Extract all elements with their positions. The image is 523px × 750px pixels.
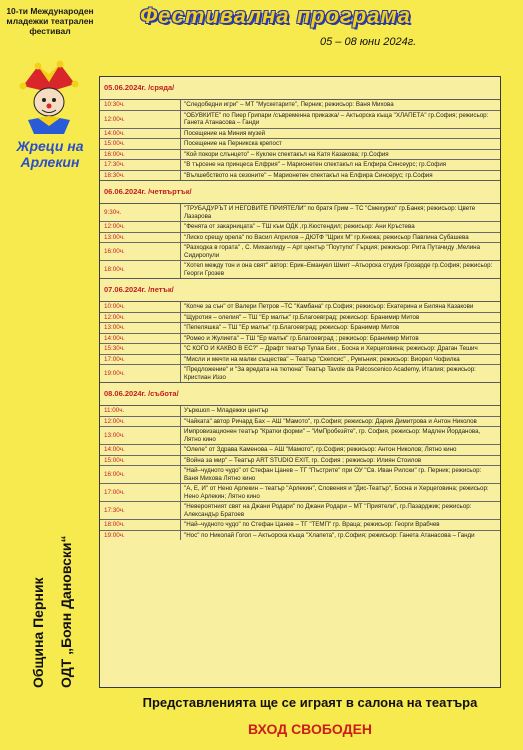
event-time: 14:00ч. bbox=[100, 445, 181, 455]
day-section bbox=[100, 279, 500, 383]
event-description: Посещение на Перникска крепост bbox=[184, 140, 282, 147]
event-time: 19:00ч. bbox=[100, 365, 181, 382]
program-row bbox=[100, 406, 500, 417]
program-row bbox=[100, 204, 500, 222]
event-description: "В търсене на принцеса Елфрия" – Марионетен спектакъл на Елфира Синсеурс; гр.София bbox=[184, 161, 447, 168]
event-description: "Чайката" автор Ричард Бах – АШ "Мамото", гр.София; режисьор: Дария Димитрова и Антон Николов bbox=[184, 417, 477, 425]
program-row bbox=[100, 334, 500, 345]
program-table bbox=[99, 76, 501, 688]
event-description: "Невероятният свят на Джани Родари" по Джани Родари – МТ "Приятели", гр.Пазарджик; режисьор: Александър Братоев bbox=[184, 503, 472, 518]
event-time: 13:00ч. bbox=[100, 233, 181, 243]
program-row bbox=[100, 427, 500, 445]
event-description: "Лиско срещу орела" по Васил Априлов – ДЮТФ "Щрих М" гр.Кнежа; режисьор Павлина Субашева bbox=[184, 233, 469, 241]
venue-note: Представленията ще се играят в салона на театъра bbox=[142, 695, 478, 710]
event-description: "Олеле" от Здрава Каменова – АШ "Мамото", гр.София; режисьор: Антон Николов; Лятно кино bbox=[184, 446, 457, 453]
event-description: Уъркшоп – Младежки център bbox=[184, 407, 269, 414]
event-time: 15:00ч. bbox=[100, 139, 181, 149]
event-time: 16:00ч. bbox=[100, 466, 181, 483]
event-description: "Кой покори слънцето" – Куклен спектакъл на Катя Казакова; гр.София bbox=[184, 150, 389, 158]
event-description: "Фенята от закарницата" – ТШ към ОДК ,гр.Кюстендил; режисьор: Ани Кръстева bbox=[184, 223, 415, 230]
event-description: "Най–чудното чудо" от Стефан Цанев – ТГ "Пъстрите" при ОУ "Св. Иван Рилски" гр. Перник; режисьор: Ваня Михова Лятно кино bbox=[184, 467, 482, 482]
festival-sidebar bbox=[0, 0, 96, 750]
program-row bbox=[100, 100, 500, 111]
event-time: 9:30ч. bbox=[100, 204, 181, 221]
program-row bbox=[100, 466, 500, 484]
day-heading: 06.06.2024г. /четвъртък/ bbox=[100, 181, 500, 204]
day-heading: 07.06.2024г. /петък/ bbox=[100, 279, 500, 302]
program-row bbox=[100, 129, 500, 140]
event-time: 14:00ч. bbox=[100, 334, 181, 344]
event-time: 12:00ч. bbox=[100, 222, 181, 232]
event-time: 12:00ч. bbox=[100, 417, 181, 427]
event-time: 19:00ч. bbox=[100, 531, 181, 541]
festival-dates: 05 – 08 юни 2024г. bbox=[320, 36, 417, 48]
event-time: 16:00ч. bbox=[100, 150, 181, 160]
program-row bbox=[100, 456, 500, 467]
event-time: 13:00ч. bbox=[100, 427, 181, 444]
program-row bbox=[100, 313, 500, 324]
event-description: "Предложение" и "За вредата на тютюна" Театър Tavole da Palcoscenico Academy, Италия; режисьор: Кристиан Иззо bbox=[184, 366, 476, 381]
program-row bbox=[100, 531, 500, 541]
event-description: "ТРУБАДУРЪТ И НЕГОВИТЕ ПРИЯТЕЛИ" по братя Грим – ТС "Смехурко" гр.Банкя; режисьор: Цвете Лазарова bbox=[184, 205, 476, 220]
program-row bbox=[100, 323, 500, 334]
festival-name: 10-ти Международен младежки театрален фестивал bbox=[6, 6, 94, 36]
event-description: "Война за мир" – Театър ART STUDIO EXIT, гр. София ; режисьор: Илиян Стоилов bbox=[184, 456, 422, 464]
jester-logo-icon bbox=[18, 58, 80, 134]
program-row bbox=[100, 261, 500, 278]
theatre-label: ОДТ „Боян Дановски“ bbox=[58, 535, 74, 688]
program-row bbox=[100, 484, 500, 502]
program-row bbox=[100, 243, 500, 261]
event-time: 11:00ч. bbox=[100, 406, 181, 416]
program-row bbox=[100, 233, 500, 244]
day-section bbox=[100, 181, 500, 279]
program-row bbox=[100, 222, 500, 233]
event-description: "Следобедни игри" – МТ "Мускетарите", Перник; режисьор: Ваня Михова bbox=[184, 101, 394, 108]
event-description: "Нос" по Николай Гогол – Актьорска къща "Хлапета", гр.София; режисьор: Ганета Атанасова – Ганди bbox=[184, 531, 475, 539]
page-title: Фестивална програма bbox=[140, 3, 411, 28]
event-description: "Вълшебството на сезоните" – Марионетен спектакъл на Елфира Синсерус; гр.София bbox=[184, 171, 433, 179]
program-row bbox=[100, 445, 500, 456]
event-time: 12:00ч. bbox=[100, 313, 181, 323]
event-time: 18:00ч. bbox=[100, 261, 181, 278]
day-heading: 05.06.2024г. /сряда/ bbox=[100, 77, 500, 100]
program-row bbox=[100, 160, 500, 171]
program-row bbox=[100, 355, 500, 366]
program-row bbox=[100, 344, 500, 355]
event-description: "С КОГО И КАКВО В ЕС?" – Драфт театър Тулаа Бих , Босна и Херцеговина; режисьор: Драган Тешич bbox=[184, 345, 478, 352]
free-entry-note: ВХОД СВОБОДЕН bbox=[247, 721, 373, 737]
program-row bbox=[100, 365, 500, 382]
event-description: "Най–чудното чудо" по Стефан Цанев – ТГ "ТЕМП" гр. Враца; режисьор: Георги Врабчев bbox=[184, 521, 440, 528]
event-time: 17:00ч. bbox=[100, 355, 181, 365]
event-time: 16:00ч. bbox=[100, 243, 181, 260]
event-time: 17:00ч. bbox=[100, 484, 181, 501]
day-section bbox=[100, 383, 500, 540]
day-section bbox=[100, 77, 500, 181]
event-description: "Копче за сън" от Валери Петров –ТС "Камбана" гр.София; режисьор: Екатерина и Биляна Казакови bbox=[184, 303, 474, 310]
day-heading: 08.06.2024г. /събота/ bbox=[100, 383, 500, 406]
event-time: 18:30ч. bbox=[100, 171, 181, 181]
event-time: 17:30ч. bbox=[100, 160, 181, 170]
program-row bbox=[100, 171, 500, 181]
program-row bbox=[100, 520, 500, 531]
event-time: 15:00ч. bbox=[100, 456, 181, 466]
program-row bbox=[100, 502, 500, 520]
program-row bbox=[100, 111, 500, 129]
event-description: "Мисли и мечти на малки същества" – Театър "Скепсис" , Румъния; режисьор: Виорел Чофилка bbox=[184, 355, 460, 363]
event-description: Посещение на Миния музей bbox=[184, 129, 266, 137]
event-time: 10:30ч. bbox=[100, 100, 181, 110]
program-row bbox=[100, 150, 500, 161]
event-description: Импровизационен театър "Кратки форми" – "ИмПробезйте", гр. София, режисьор: Мадлен Йорданова, Лятно кино bbox=[184, 428, 481, 443]
event-description: "Разходка в гората" , С. Михаилиду – Арт център "Поутупо" Гърция; режисьор: Рита Путачиду ,Мелина Сидиропули bbox=[184, 244, 481, 259]
event-time: 12:00ч. bbox=[100, 111, 181, 128]
event-time: 13:00ч. bbox=[100, 323, 181, 333]
event-time: 14:00ч. bbox=[100, 129, 181, 139]
event-time: 18:00ч. bbox=[100, 520, 181, 530]
program-row bbox=[100, 302, 500, 313]
event-description: "Щуротия – олелия" – ТШ "Ер малък" гр.Благоевград; режисьор: Бранимир Митов bbox=[184, 313, 420, 321]
event-time: 10:00ч. bbox=[100, 302, 181, 312]
municipality-label: Община Перник bbox=[30, 577, 46, 688]
event-description: "ОБУВКИТЕ" по Пиер Грипари /съвременна приказка/ – Актьорска къща "ХЛАПЕТА" гр.София; режисьор: Ганета Атанасова – Ганди bbox=[184, 111, 489, 126]
event-time: 17:30ч. bbox=[100, 502, 181, 519]
event-description: "Пепеляшка" – ТШ "Ер малък" гр.Благоевград; режисьор: Бранимир Митов bbox=[184, 324, 400, 331]
program-row bbox=[100, 139, 500, 150]
event-time: 15:30ч. bbox=[100, 344, 181, 354]
jester-caption: Жреци на Арлекин bbox=[16, 138, 84, 170]
program-row bbox=[100, 417, 500, 428]
event-description: "Ромео и Жулиета" – ТШ "Ер малък" гр.Благоевград ; режисьор: Бранимир Митов bbox=[184, 334, 419, 342]
event-description: "А, Е, И" от Нено Арлекин – театър "Арлекин", Словения и "Дис-Театър", Босна и Херцеговина; режисьор: Нено Арлекин; Лятно кино bbox=[184, 485, 489, 500]
event-description: "Хотел между тон и она свят" автор: Ерик–Емануел Шмит –Атьорска студия Грозарде гр.София; режисьор: Георги Грозев bbox=[184, 262, 493, 277]
